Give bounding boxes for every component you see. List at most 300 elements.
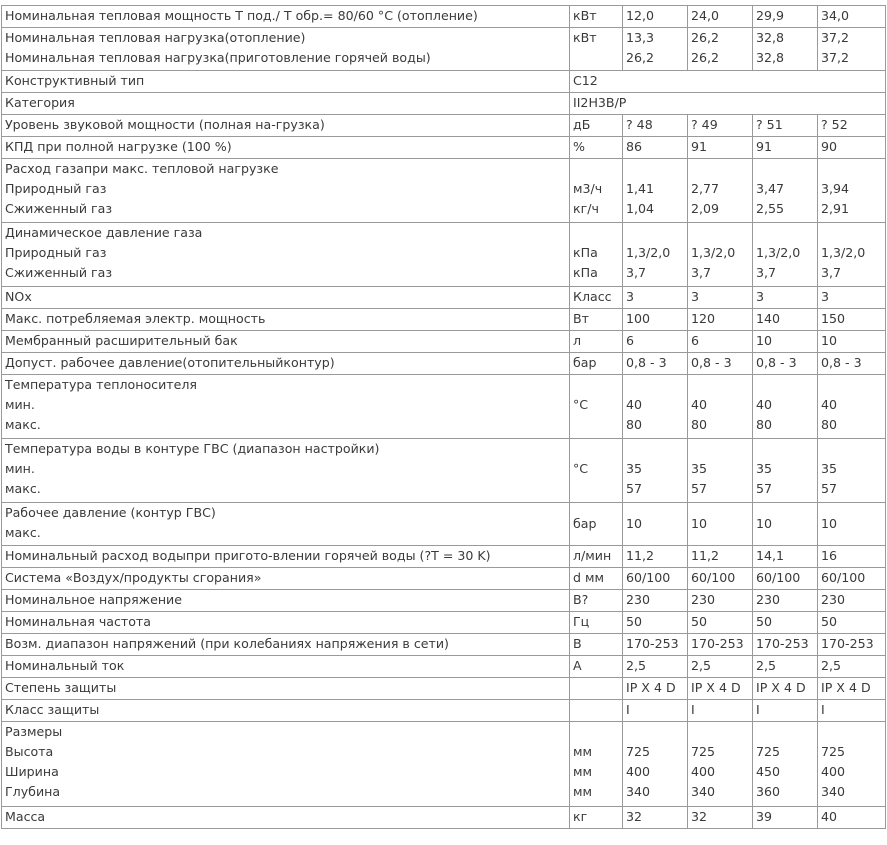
value-cell-v1 [623,807,688,829]
value-text: ? 51 [756,117,783,132]
value-cell-v3 [753,546,818,568]
unit-text: бар [573,355,597,370]
param-line: NOx [5,289,32,304]
unit-cell [570,331,623,353]
value-text: 1,3/2,0 [691,245,736,260]
param-line: макс. [5,481,41,496]
param-line: мин. [5,397,35,412]
table-row [2,375,886,439]
unit-text: Вт [573,311,589,326]
param-line: Размеры [5,724,63,739]
value-text: 50 [756,614,773,629]
value-cell-v1 [623,700,688,722]
param-line: Расход газапри макс. тепловой нагрузке [5,161,279,176]
value-cell-v3 [753,137,818,159]
value-cell-v1 [623,287,688,309]
value-cell-v3 [753,700,818,722]
value-cell-v2 [688,612,753,634]
value-text: 12,0 [626,8,655,23]
value-cell-v3 [753,656,818,678]
param-line: Система «Воздух/продукты сгорания» [5,570,262,585]
unit-text: В? [573,592,589,607]
value-text: 230 [756,592,781,607]
value-cell-v3 [753,6,818,28]
param-line: Глубина [5,784,61,799]
table-row [2,71,886,93]
unit-text [573,678,620,698]
value-text: 725 [691,744,716,759]
value-cell-v1 [623,634,688,656]
value-text: 13,3 [626,30,655,45]
value-text: 3,7 [821,265,842,280]
value-cell-v3 [753,612,818,634]
value-text: 35 [756,461,773,476]
unit-cell [570,722,623,807]
value-text: 10 [626,516,643,531]
value-text: 2,09 [691,201,720,216]
value-text [821,722,883,742]
unit-text: d мм [573,570,604,585]
value-cell-v4 [818,678,886,700]
value-cell-v2 [688,287,753,309]
table-row [2,309,886,331]
value-text [756,223,815,243]
value-cell-v2 [688,439,753,503]
table-row [2,634,886,656]
param-cell [2,656,570,678]
value-text: I [821,702,825,717]
unit-cell [570,656,623,678]
value-text: 80 [756,417,773,432]
param-line: Природный газ [5,181,107,196]
unit-cell [570,634,623,656]
value-text: 40 [691,397,708,412]
value-cell-v2 [688,28,753,71]
unit-text: В [573,636,582,651]
value-text: 360 [756,784,781,799]
unit-text: °С [573,397,589,412]
param-line: Температура теплоносителя [5,377,197,392]
value-text: IP X 4 D [626,680,676,695]
param-cell [2,722,570,807]
table-row [2,722,886,807]
unit-cell [570,6,623,28]
value-text [626,159,685,179]
value-text: 1,41 [626,181,655,196]
value-cell-v1 [623,28,688,71]
value-text: 57 [626,481,643,496]
value-text [691,223,750,243]
unit-cell [570,568,623,590]
value-cell-v4 [818,28,886,71]
specifications-table-body [2,6,886,829]
value-cell-v1 [623,612,688,634]
param-cell [2,115,570,137]
value-text: 3,7 [691,265,712,280]
param-line: Номинальный ток [5,658,125,673]
param-cell [2,137,570,159]
value-text [626,439,685,459]
table-row [2,331,886,353]
value-text: 60/100 [821,570,866,585]
param-cell [2,546,570,568]
value-cell-v2 [688,353,753,375]
value-cell-v4 [818,115,886,137]
value-text: 2,55 [756,201,785,216]
value-cell-v4 [818,612,886,634]
value-text: 11,2 [626,548,655,563]
param-line: Сжиженный газ [5,201,113,216]
value-cell-v2 [688,678,753,700]
table-row [2,6,886,28]
value-text [756,159,815,179]
value-cell-v1 [623,375,688,439]
value-text: 26,2 [626,50,655,65]
value-text: 400 [821,764,846,779]
param-line: Макс. потребляемая электр. мощность [5,311,266,326]
unit-text: мм [573,764,593,779]
table-row [2,439,886,503]
value-cell-v3 [753,287,818,309]
value-cell-v1 [623,590,688,612]
value-text: 725 [756,744,781,759]
value-text [821,375,883,395]
unit-cell [570,223,623,287]
value-cell-v1 [623,439,688,503]
value-text: 80 [626,417,643,432]
table-row [2,612,886,634]
unit-cell [570,309,623,331]
value-text [691,439,750,459]
value-cell-v4 [818,656,886,678]
value-text: IP X 4 D [756,680,806,695]
value-cell-v4 [818,439,886,503]
value-cell-v2 [688,137,753,159]
param-line: Масса [5,809,46,824]
param-line: макс. [5,417,41,432]
value-cell-v3 [753,807,818,829]
unit-cell [570,807,623,829]
value-text: 24,0 [691,8,720,23]
value-cell-v3 [753,722,818,807]
param-line: Номинальная частота [5,614,151,629]
param-cell [2,678,570,700]
value-text: 80 [821,417,838,432]
unit-cell [570,439,623,503]
param-cell [2,71,570,93]
value-text [626,722,685,742]
value-text: 32,8 [756,30,785,45]
value-text [821,159,883,179]
unit-cell [570,590,623,612]
value-text: 80 [691,417,708,432]
value-cell-v1 [623,223,688,287]
value-cell-v4 [818,353,886,375]
param-cell [2,331,570,353]
param-cell [2,287,570,309]
value-text: 3 [756,289,765,304]
value-text: 3,7 [756,265,777,280]
param-cell [2,28,570,71]
value-text: 40 [626,397,643,412]
value-text: 1,3/2,0 [626,245,671,260]
value-text: 3,94 [821,181,850,196]
unit-cell [570,287,623,309]
value-text: 170-253 [821,636,874,651]
value-cell-v2 [688,375,753,439]
value-text: 50 [691,614,708,629]
value-text: 40 [821,397,838,412]
value-text: 35 [626,461,643,476]
value-text: 0,8 - 3 [821,355,862,370]
value-cell-v2 [688,656,753,678]
value-text [756,722,815,742]
table-row [2,28,886,71]
value-text: 230 [691,592,716,607]
table-row [2,546,886,568]
value-text: 40 [821,809,838,824]
value-text [691,722,750,742]
table-row [2,807,886,829]
param-line: Номинальная тепловая мощность Т под./ Т обр.= 80/60 °С (отопление) [5,8,478,23]
unit-text: кг/ч [573,201,599,216]
unit-text: Класс [573,289,612,304]
value-cell-v2 [688,115,753,137]
value-text: 2,77 [691,181,720,196]
param-line: КПД при полной нагрузке (100 %) [5,139,232,154]
value-cell-v3 [753,678,818,700]
value-text: 14,1 [756,548,785,563]
value-cell-v2 [688,722,753,807]
unit-text: м3/ч [573,181,603,196]
value-cell-v4 [818,807,886,829]
value-cell-v2 [688,568,753,590]
param-cell [2,353,570,375]
value-text: 0,8 - 3 [756,355,797,370]
value-cell-v3 [753,590,818,612]
param-cell [2,223,570,287]
table-row [2,353,886,375]
value-text: 340 [821,784,846,799]
value-text: 1,3/2,0 [756,245,801,260]
value-text: 10 [691,516,708,531]
unit-text: кПа [573,245,598,260]
value-cell-v3 [753,223,818,287]
value-cell-v2 [688,700,753,722]
value-cell-v3 [753,159,818,223]
value-text [691,375,750,395]
value-text: 39 [756,809,773,824]
param-line: Высота [5,744,54,759]
value-text: 10 [756,516,773,531]
value-text: 170-253 [756,636,809,651]
unit-text: кВт [573,8,597,23]
value-cell-v4 [818,722,886,807]
param-line: Мембранный расширительный бак [5,333,238,348]
unit-cell [570,678,623,700]
value-text: 725 [626,744,651,759]
param-line: Сжиженный газ [5,265,113,280]
value-cell-v3 [753,634,818,656]
unit-cell [570,612,623,634]
param-cell [2,309,570,331]
value-cell-v1 [623,353,688,375]
value-text: 90 [821,139,838,154]
value-cell-v1 [623,159,688,223]
value-text: 2,5 [691,658,712,673]
param-line: Динамическое давление газа [5,225,203,240]
unit-text [573,700,620,720]
value-text: 26,2 [691,50,720,65]
param-cell [2,612,570,634]
value-text [756,439,815,459]
value-text: 400 [626,764,651,779]
unit-cell [570,137,623,159]
unit-text: л/мин [573,548,612,563]
table-row [2,503,886,546]
value-cell-v4 [818,568,886,590]
value-cell-v1 [623,309,688,331]
unit-text [573,722,620,742]
value-cell-v4 [818,287,886,309]
value-cell-v2 [688,309,753,331]
param-cell [2,6,570,28]
value-text: 91 [756,139,773,154]
value-text: 60/100 [691,570,736,585]
value-cell-v1 [623,115,688,137]
unit-cell [570,546,623,568]
value-text: I [756,702,760,717]
value-text: 40 [756,397,773,412]
unit-text: кПа [573,265,598,280]
unit-text: мм [573,744,593,759]
unit-text: кВт [573,30,597,45]
value-text: 10 [821,333,838,348]
value-cell-v4 [818,6,886,28]
merged-value-cell [570,93,886,115]
value-text: 35 [691,461,708,476]
unit-text: А [573,658,582,673]
table-row [2,568,886,590]
value-text: 10 [821,516,838,531]
param-line: Степень защиты [5,680,117,695]
value-text: 34,0 [821,8,850,23]
value-cell-v3 [753,331,818,353]
param-line: Ширина [5,764,59,779]
value-text [821,439,883,459]
value-text [626,223,685,243]
value-cell-v4 [818,309,886,331]
value-text: 60/100 [756,570,801,585]
unit-cell [570,115,623,137]
value-cell-v2 [688,159,753,223]
value-cell-v3 [753,439,818,503]
table-row [2,700,886,722]
value-cell-v2 [688,6,753,28]
value-text: 2,5 [626,658,647,673]
param-cell [2,159,570,223]
value-text: IP X 4 D [691,680,741,695]
value-text: 400 [691,764,716,779]
value-cell-v1 [623,568,688,590]
param-cell [2,93,570,115]
value-cell-v3 [753,309,818,331]
value-text: 725 [821,744,846,759]
param-line: Природный газ [5,245,107,260]
spacer [573,439,620,459]
value-cell-v2 [688,546,753,568]
value-text: 29,9 [756,8,785,23]
value-text: 230 [821,592,846,607]
param-line: Уровень звуковой мощности (полная на-грузка) [5,117,325,132]
value-text: 3 [626,289,635,304]
value-text: I [626,702,630,717]
value-text: 57 [691,481,708,496]
value-text: 150 [821,311,846,326]
value-cell-v3 [753,568,818,590]
value-text: I [691,702,695,717]
value-cell-v3 [753,375,818,439]
value-text: 340 [691,784,716,799]
value-cell-v4 [818,223,886,287]
param-cell [2,439,570,503]
value-text: 50 [626,614,643,629]
param-line: Номинальный расход водыпри пригото-влении горячей воды (?T = 30 K) [5,548,491,563]
value-text: 120 [691,311,716,326]
param-cell [2,700,570,722]
value-cell-v3 [753,503,818,546]
param-cell [2,375,570,439]
value-cell-v1 [623,656,688,678]
param-line: макс. [5,525,41,540]
value-cell-v4 [818,700,886,722]
value-text: 0,8 - 3 [691,355,732,370]
value-cell-v3 [753,28,818,71]
value-cell-v1 [623,331,688,353]
unit-text: бар [573,516,597,531]
value-text: 140 [756,311,781,326]
merged-value: C12 [573,73,598,88]
unit-cell [570,375,623,439]
param-line: Номинальная тепловая нагрузка(приготовление горячей воды) [5,50,431,65]
value-text: 3 [691,289,700,304]
table-row [2,656,886,678]
value-cell-v2 [688,503,753,546]
param-cell [2,807,570,829]
unit-cell [570,700,623,722]
unit-text: Гц [573,614,590,629]
unit-text: л [573,333,582,348]
table-row [2,93,886,115]
value-text: 2,5 [756,658,777,673]
table-row [2,159,886,223]
value-text: ? 48 [626,117,653,132]
table-row [2,287,886,309]
value-cell-v2 [688,634,753,656]
value-cell-v4 [818,331,886,353]
value-cell-v1 [623,678,688,700]
value-text: 57 [821,481,838,496]
unit-text: мм [573,784,593,799]
param-line: Рабочее давление (контур ГВС) [5,505,216,520]
param-cell [2,634,570,656]
param-cell [2,568,570,590]
param-line: Допуст. рабочее давление(отопительныйконтур) [5,355,335,370]
value-cell-v3 [753,115,818,137]
value-text: 86 [626,139,643,154]
param-line: Категория [5,95,75,110]
unit-cell [570,503,623,546]
